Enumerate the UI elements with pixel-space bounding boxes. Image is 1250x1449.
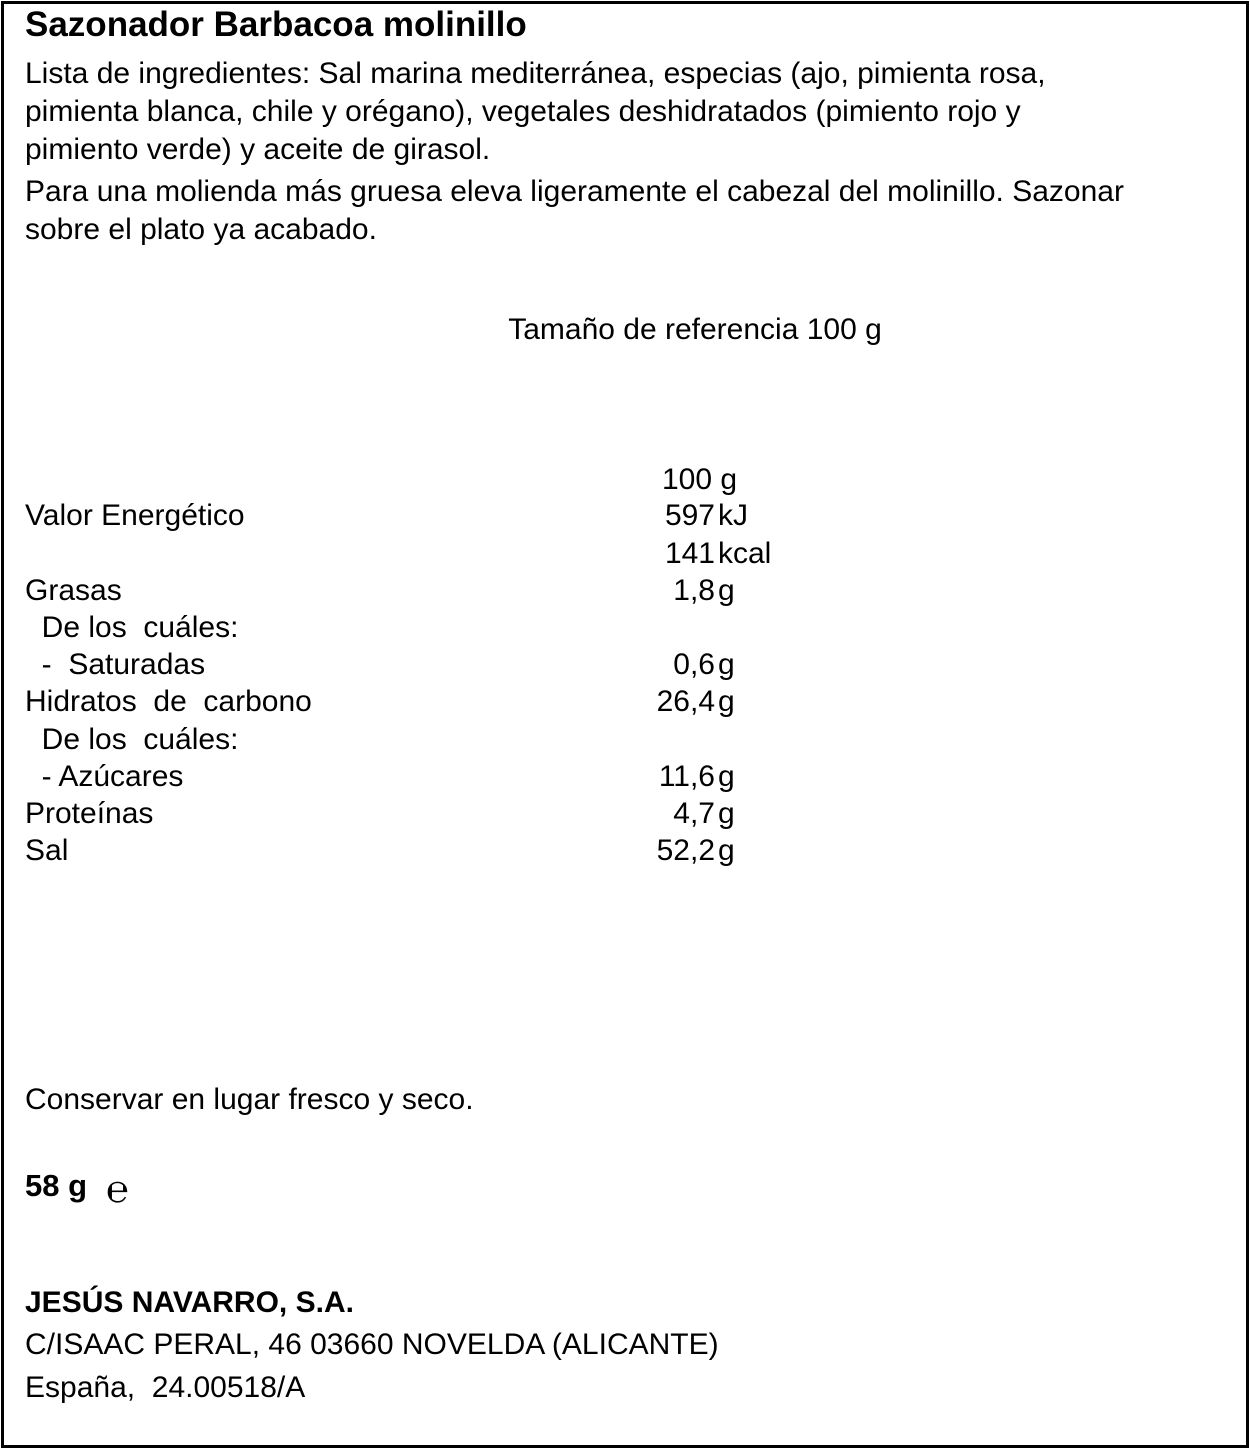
- company-address: C/ISAAC PERAL, 46 03660 NOVELDA (ALICANTE): [25, 1328, 719, 1361]
- nutrient-label-energy: Valor Energético: [25, 499, 245, 532]
- usage-line-1: Para una molienda más gruesa eleva ligeramente el cabezal del molinillo. Sazonar: [25, 175, 1124, 208]
- product-title: Sazonador Barbacoa molinillo: [25, 5, 527, 44]
- nutrient-unit-energy-kcal: kcal: [718, 537, 772, 570]
- net-weight: 58 g: [25, 1168, 88, 1203]
- nutrient-value-protein: 4,7: [673, 797, 715, 830]
- nutrient-unit-salt: g: [718, 834, 735, 867]
- nutrient-label-sugars: - Azúcares: [25, 760, 184, 793]
- ingredients-line-2: pimienta blanca, chile y orégano), vegetales deshidratados (pimiento rojo y: [25, 95, 1021, 128]
- storage-instructions: Conservar en lugar fresco y seco.: [25, 1083, 474, 1116]
- nutrient-unit-fat: g: [718, 574, 735, 607]
- nutrient-label-salt: Sal: [25, 834, 69, 867]
- nutrient-label-of-which-1: De los cuáles:: [25, 611, 239, 644]
- company-country-registry: España, 24.00518/A: [25, 1371, 306, 1404]
- nutrient-label-protein: Proteínas: [25, 797, 154, 830]
- usage-line-2: sobre el plato ya acabado.: [25, 213, 377, 246]
- nutrient-unit-energy-kj: kJ: [718, 499, 748, 532]
- nutrient-value-energy-kcal: 141: [664, 537, 715, 570]
- nutrient-unit-carbohydrates: g: [718, 685, 735, 718]
- nutrient-value-saturated: 0,6: [673, 648, 715, 681]
- nutrient-value-energy-kj: 597: [664, 499, 715, 532]
- nutrient-unit-protein: g: [718, 797, 735, 830]
- nutrient-value-sugars: 11,6: [658, 760, 715, 793]
- nutrient-label-fat: Grasas: [25, 574, 122, 607]
- reference-size-header: Tamaño de referencia 100 g: [508, 313, 882, 346]
- nutrient-label-saturated: - Saturadas: [25, 648, 206, 681]
- nutrient-value-salt: 52,2: [656, 834, 715, 867]
- nutrient-value-fat: 1,8: [673, 574, 715, 607]
- nutrient-label-carbohydrates: Hidratos de carbono: [25, 685, 312, 718]
- nutrient-value-carbohydrates: 26,4: [656, 685, 715, 718]
- nutrient-label-of-which-2: De los cuáles:: [25, 723, 239, 756]
- nutrient-unit-saturated: g: [718, 648, 735, 681]
- estimated-sign-icon: ℮: [106, 1167, 129, 1211]
- nutrient-unit-sugars: g: [718, 760, 735, 793]
- ingredients-line-3: pimiento verde) y aceite de girasol.: [25, 133, 491, 166]
- company-name: JESÚS NAVARRO, S.A.: [25, 1286, 354, 1319]
- ingredients-line-1: Lista de ingredientes: Sal marina mediterránea, especias (ajo, pimienta rosa,: [25, 57, 1046, 90]
- nutrition-column-header: 100 g: [662, 463, 738, 496]
